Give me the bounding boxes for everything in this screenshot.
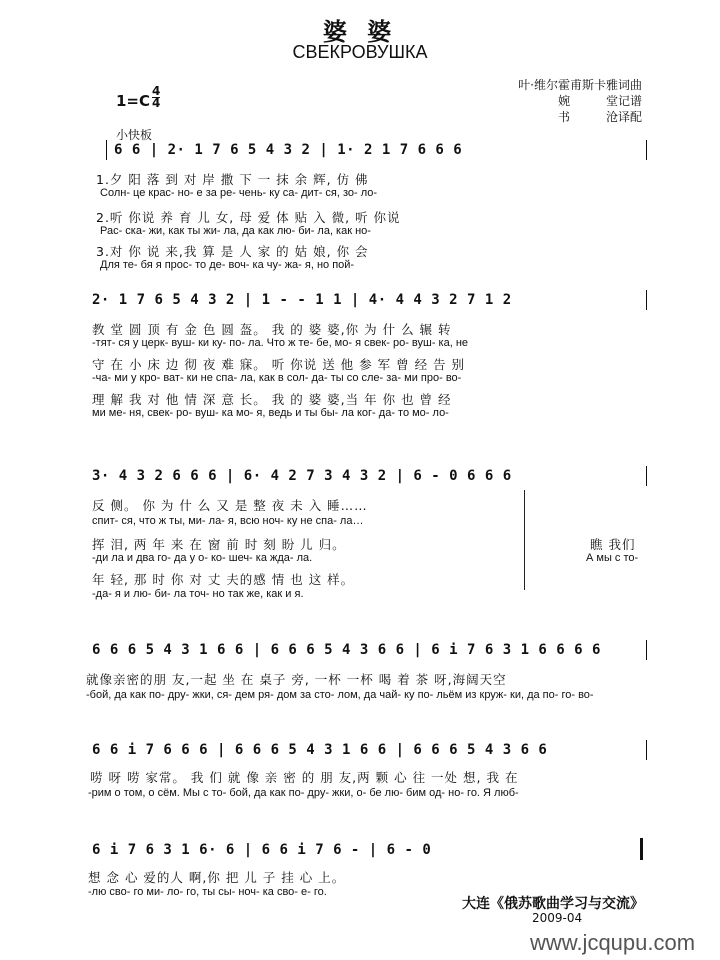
lyrics-ru-verse1-system1: Солн- це крас- но- е за ре- чень- ку са- дит- ся, зо- ло- [100,187,378,199]
footer-source: 大连《俄苏歌曲学习与交流》 [462,896,644,912]
lyrics-cn-verse1-system2: 教 堂 圆 顶 有 金 色 圆 盔。 我 的 婆 婆,你 为 什 么 辗 转 [92,322,452,337]
lyrics-ru-verse3-system2: ми ме- ня, свек- ро- вуш- ка мо- я, ведь и ты бы- ла ког- да- то мо- ло- [92,407,449,419]
lyrics-ru-verse1-system2: -тят- ся у церк- вуш- ки ку- по- ла. Что ж те- бе, мо- я свек- ро- вуш- ка, не [92,337,469,349]
lyrics-cn-verse2-system1: 2.听 你说 养 育 儿 女, 母 爱 体 贴 入 微, 听 你说 [96,210,401,225]
watermark-url: www.jcqupu.com [530,930,696,955]
barline [646,290,647,310]
song-title-chinese: 婆 婆 [322,18,398,46]
footer-date: 2009-04 [532,911,583,925]
lyrics-cn-system5: 唠 呀 唠 家常。 我 们 就 像 亲 密 的 朋 友,两 颗 心 往 一处 想, 我 在 [90,770,519,785]
time-signature [152,86,160,109]
refrain-lead-ru: А мы с то- [586,552,639,564]
notes-system-2: 2· 1 7 6 5 4 3 2 | 1 - - 1 1 | 4· 4 4 3 2 7 1 2 [92,292,512,308]
verse-bracket [520,490,525,590]
lyrics-ru-verse2-system1: Рас- ска- жи, как ты жи- ла, да как лю- би- ла, как но- [100,225,371,237]
barline [646,140,647,160]
key-signature: 1=C [116,92,151,110]
lyrics-ru-verse1-system3: спит- ся, что ж ты, ми- ла- я, всю ноч- ку не спа- ла… [92,515,364,527]
lyrics-ru-system4: -бой, да как по- дру- жки, ся- дем ря- дом за сто- лом, да чай- ку по- льём из круж- ки, да по- го- во- [86,689,594,701]
credit-notation: 婉 堂记谱 [557,94,642,108]
lyrics-cn-system4: 就像亲密的朋 友,一起 坐 在 桌子 旁, 一杯 一杯 喝 着 茶 呀,海阔天空 [86,672,507,687]
lyrics-ru-system5: -рим о том, о сём. Мы с то- бой, да как по- дру- жки, о- бе лю- бим од- но- го. Я люб- [88,787,519,799]
lyrics-ru-verse3-system3: -да- я и лю- би- ла точ- но так же, как и я. [92,588,304,600]
barline [646,640,647,660]
refrain-lead-cn: 瞧 我们 [590,537,636,552]
lyrics-cn-verse2-system3: 挥 泪, 两 年 来 在 窗 前 时 刻 盼 儿 归。 [92,537,346,552]
lyrics-cn-system6: 想 念 心 爱的人 啊,你 把 儿 子 挂 心 上。 [88,870,346,885]
barline [106,140,107,160]
barline [646,466,647,486]
time-signature-bottom: 4 [152,96,161,110]
tempo-marking: 小快板 [116,128,153,142]
notes-system-5: 6 6 i 7 6 6 6 | 6 6 6 5 4 3 1 6 6 | 6 6 6 5 4 3 6 6 [92,742,548,758]
final-barline [640,838,643,860]
notes-system-6: 6 i 7 6 3 1 6· 6 | 6 6 i 7 6 - | 6 - 0 [92,842,432,858]
song-title-russian: СВЕКРОВУШКА [292,42,428,62]
notes-system-4: 6 6 6 5 4 3 1 6 6 | 6 6 6 5 4 3 6 6 | 6 i 7 6 3 1 6 6 6 6 [92,642,601,658]
lyrics-cn-verse3-system3: 年 轻, 那 时 你 对 丈 夫的感 情 也 这 样。 [92,572,355,587]
credit-composer: 叶·维尔霍甫斯卡雅词曲 [518,78,642,92]
lyrics-cn-verse1-system3: 反 侧。 你 为 什 么 又 是 整 夜 未 入 睡…… [92,498,368,513]
credit-translation: 书 沧译配 [557,110,642,124]
notes-system-3: 3· 4 3 2 6 6 6 | 6· 4 2 7 3 4 3 2 | 6 - 0 6 6 6 [92,468,512,484]
lyrics-cn-verse2-system2: 守 在 小 床 边 彻 夜 难 寐。 听 你说 送 他 参 军 曾 经 告 别 [92,357,466,372]
lyrics-ru-verse2-system2: -ча- ми у кро- ват- ки не спа- ла, как в сол- да- ты со сле- за- ми про- во- [92,372,462,384]
lyrics-cn-verse3-system2: 理 解 我 对 他 情 深 意 长。 我 的 婆 婆,当 年 你 也 曾 经 [92,392,452,407]
lyrics-cn-verse3-system1: 3.对 你 说 来,我 算 是 人 家 的 姑 娘, 你 会 [96,244,369,259]
lyrics-cn-verse1-system1: 1.夕 阳 落 到 对 岸 撒 下 一 抹 余 辉, 仿 佛 [96,172,369,187]
barline [646,740,647,760]
time-signature-top: 4 [152,84,161,98]
lyrics-ru-system6: -лю сво- го ми- ло- го, ты сы- ноч- ка сво- е- го. [88,886,327,898]
lyrics-ru-verse2-system3: -ди ла и два го- да у о- ко- шеч- ка жда- ла. [92,552,313,564]
notes-system-1: 6 6 | 2· 1 7 6 5 4 3 2 | 1· 2 1 7 6 6 6 [114,142,463,158]
lyrics-ru-verse3-system1: Для те- бя я прос- то де- воч- ка чу- жа- я, но пой- [100,259,355,271]
